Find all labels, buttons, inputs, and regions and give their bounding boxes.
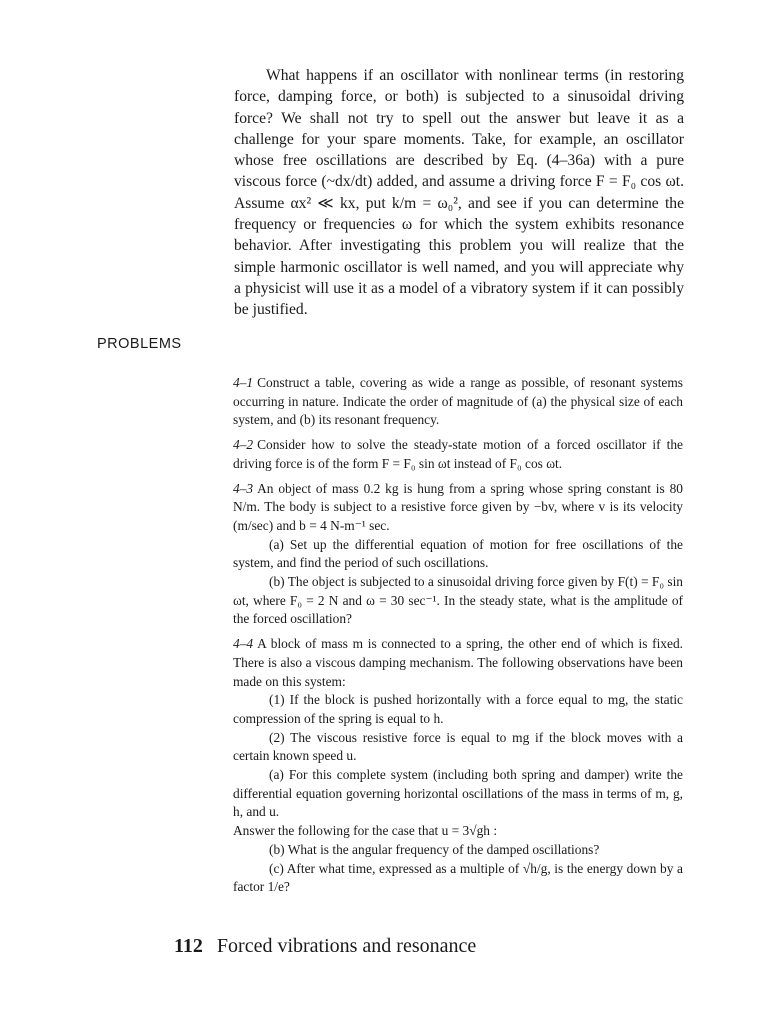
case-statement: Answer the following for the case that u = 3√gh : [233, 823, 498, 839]
problem-number: 4–1 [233, 375, 254, 390]
observation-1: (1) If the block is pushed horizontally with a force equal to mg, the static compression of the spring is equal to h. [233, 692, 683, 726]
problem-part-a: (a) For this complete system (including both spring and damper) write the differential equation governing horizontal oscillations of the mass in terms of m, g, h, and u. [233, 767, 683, 820]
intro-paragraph: What happens if an oscillator with nonlinear terms (in restoring force, damping force, or both) is subjected to a sinusoidal driving force? We shall not try to spell out the answer but leave it as a challenge for your spare moments. Take, for example, an oscillator whose free oscillations are described by Eq. (4–36a) with a pure viscous force (~dx/dt) added, and assume a driving force F = F₀ cos ωt. Assume αx² ≪ kx, put k/m = ω₀², and see if you can determine the frequency or frequencies ω for which the system exhibits resonance behavior. After investigating this problem you will realize that the simple harmonic oscillator is well named, and you will appreciate why a physicist will use it as a model of a vibratory system if it can possibly be justified. [234, 67, 684, 319]
page-number: 112 [174, 935, 203, 957]
problem-text: An object of mass 0.2 kg is hung from a spring whose spring constant is 80 N/m. The body is subject to a resistive force given by −bv, where v is its velocity (m/sec) and b = 4 N-m⁻¹ sec. [233, 480, 683, 533]
problems-list [233, 374, 683, 903]
problem-text: A block of mass m is connected to a spring, the other end of which is fixed. There is also a viscous damping mechanism. The following observations have been made on this system: [233, 636, 683, 689]
problem-number: 4–4 [233, 636, 254, 652]
problems-heading: PROBLEMS [97, 336, 182, 352]
problem-part-b: (b) What is the angular frequency of the damped oscillations? [269, 841, 600, 857]
observation-2: (2) The viscous resistive force is equal to mg if the block moves with a certain known speed u. [233, 729, 683, 764]
problem-4-2 [233, 436, 683, 473]
problem-number: 4–3 [233, 480, 254, 496]
problem-4-1 [233, 374, 683, 430]
problem-4-3 [233, 480, 683, 630]
problem-4-4 [233, 635, 683, 897]
problem-text: Consider how to solve the steady-state motion of a forced oscillator if the driving force is of the form F = F₀ sin ωt instead of F₀ cos ωt. [233, 437, 683, 471]
running-title: Forced vibrations and resonance [216, 935, 477, 957]
problem-part-c: (c) After what time, expressed as a multiple of √h/g, is the energy down by a factor 1/e? [233, 860, 683, 895]
problem-part-a: (a) Set up the differential equation of motion for free oscillations of the system, and find the period of such oscillations. [233, 536, 683, 571]
problem-number: 4–2 [233, 437, 254, 453]
page-footer [174, 935, 476, 958]
problem-text: Construct a table, covering as wide a range as possible, of resonant systems occurring in nature. Indicate the order of magnitude of (a) the physical size of each system, and (b) its resonant frequency. [233, 375, 683, 428]
problem-part-b: (b) The object is subjected to a sinusoidal driving force given by F(t) = F₀ sin ωt, where F₀ = 2 N and ω = 30 sec⁻¹. In the steady state, what is the amplitude of the forced oscillation? [233, 574, 683, 627]
